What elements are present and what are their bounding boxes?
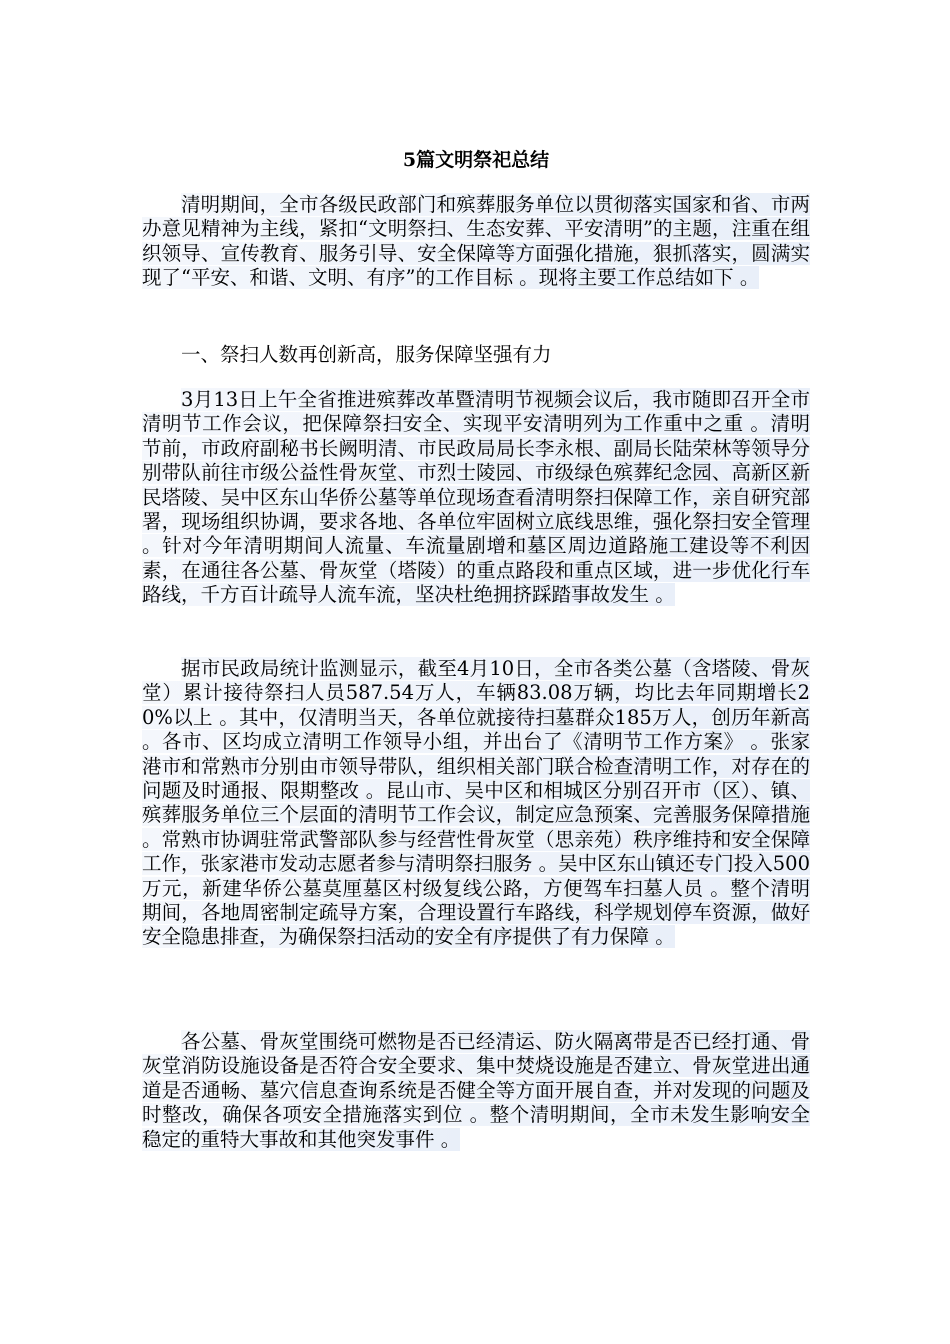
section-heading-1-text: 一、祭扫人数再创新高，服务保障坚强有力 (181, 343, 552, 366)
paragraph-intro (142, 193, 810, 291)
paragraph-self-inspection (142, 1030, 810, 1152)
paragraph-statistics-text: 据市民政局统计监测显示，截至4月10日，全市各类公墓（含塔陵、骨灰堂）累计接待祭扫人员587.54万人，车辆83.08万辆，均比去年同期增长20%以上 。其中，仅清明当天，各单位就接待扫墓群众185万人，创历年新高 。各市、区均成立清明工作领导小组，并出台了《清明节工作方案》 。张家港市和常熟市分别由市领导带队，组织相关部门联合检查清明工作，对存在的问题及时通报、限期整改 。昆山市、吴中区和相城区分别召开市（区）、镇、殡葬服务单位三个层面的清明节工作会议，制定应急预案、完善服务保障措施 。常熟市协调驻常武警部队参与经营性骨灰堂（思亲苑）秩序维持和安全保障工作，张家港市发动志愿者参与清明祭扫服务 。吴中区东山镇还专门投入500万元，新建华侨公墓莫厘墓区村级复线公路，方便驾车扫墓人员 。整个清明期间，各地周密制定疏导方案，合理设置行车路线，科学规划停车资源，做好安全隐患排查，为确保祭扫活动的安全有序提供了有力保障 。 (142, 657, 810, 949)
paragraph-meeting (142, 388, 810, 608)
paragraph-self-inspection-text: 各公墓、骨灰堂围绕可燃物是否已经清运、防火隔离带是否已经打通、骨灰堂消防设施设备是否符合安全要求、集中焚烧设施是否建立、骨灰堂进出通道是否通畅、墓穴信息查询系统是否健全等方面开展自查，并对发现的问题及时整改，确保各项安全措施落实到位 。整个清明期间，全市未发生影响安全稳定的重特大事故和其他突发事件 。 (142, 1030, 810, 1151)
paragraph-statistics (142, 657, 810, 950)
paragraph-meeting-text: 3月13日上午全省推进殡葬改革暨清明节视频会议后，我市随即召开全市清明节工作会议，把保障祭扫安全、实现平安清明列为工作重中之重 。清明节前，市政府副秘书长阙明清、市民政局局长李永根、副局长陆荣林等领导分别带队前往市级公益性骨灰堂、市烈士陵园、市级绿色殡葬纪念园、高新区新民塔陵、吴中区东山华侨公墓等单位现场查看清明祭扫保障工作，亲自研究部署，现场组织协调，要求各地、各单位牢固树立底线思维，强化祭扫安全管理 。针对今年清明期间人流量、车流量剧增和墓区周边道路施工建设等不利因素，在通往各公墓、骨灰堂（塔陵）的重点路段和重点区域，进一步优化行车路线，千方百计疏导人流车流，坚决杜绝拥挤踩踏事故发生 。 (142, 388, 810, 607)
section-heading-1 (142, 343, 810, 367)
document-title: 5篇文明祭祀总结 (402, 149, 550, 171)
paragraph-intro-text: 清明期间，全市各级民政部门和殡葬服务单位以贯彻落实国家和省、市两办意见精神为主线，紧扣“文明祭扫、生态安葬、平安清明”的主题，注重在组织领导、宣传教育、服务引导、安全保障等方面强化措施，狠抓落实，圆满实现了“平安、和谐、文明、有序”的工作目标 。现将主要工作总结如下 。 (142, 193, 810, 290)
